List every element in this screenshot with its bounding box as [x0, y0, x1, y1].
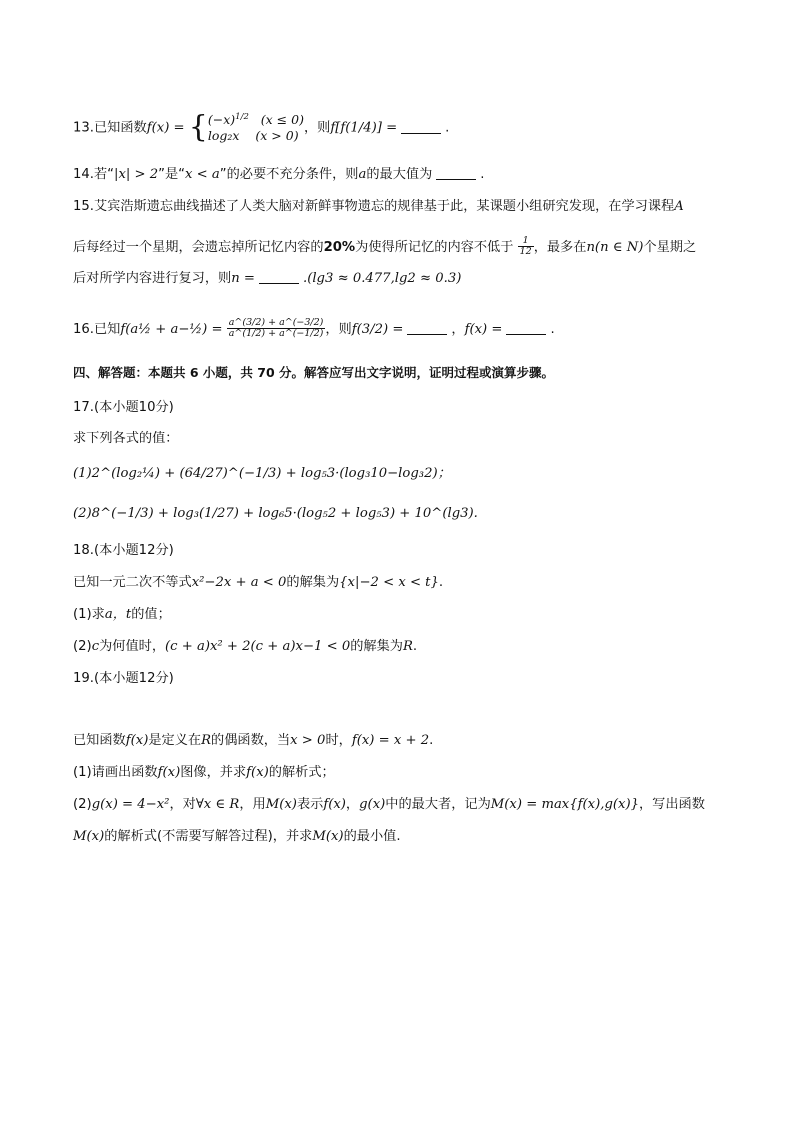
- q19-title: 19.(本小题12分): [73, 671, 174, 686]
- q13-piece1: $(-x)^{1/2}$ (x ≤ 0): [207, 112, 304, 128]
- q16-answer-blank-1[interactable]: [407, 333, 447, 335]
- q13-piece2: log₂x (x > 0): [207, 127, 299, 143]
- q13-func: f(x) =: [146, 120, 185, 136]
- question-13: 13.已知函数$f(x) = \{(-x)^{1/2}$ (x ≤ 0) log₂x (x > 0) ，则f[f(1/4)] = .: [73, 109, 450, 145]
- question-15-line-2: 后每经过一个星期，会遗忘掉所记忆内容的20%为使得所记忆的内容不低于 $\frac{1}{12}$ ，最多在n(n ∈ N)个星期之: [73, 235, 697, 258]
- q13-mid: ，则: [303, 120, 331, 136]
- q13-piecewise: [208, 112, 304, 143]
- question-16: 16.已知f(a½ + a−½) = $\frac{a\^{}(3/2) + a\^{}(-3/2)}{a\^{}(1/2) + a\^{}(-1/2)}$ ，则f(3/2) = ，f(x) = .: [73, 317, 555, 340]
- q13-ask: f[f(1/4)] =: [330, 120, 398, 136]
- q13-prefix: 13.已知函数: [73, 120, 147, 136]
- q15-answer-blank[interactable]: [259, 282, 299, 284]
- q19-part-2-cont: M(x)的解析式(不需要写解答过程)，并求M(x)的最小值.: [73, 829, 401, 844]
- question-15-line-1: 15.艾宾浩斯遗忘曲线描述了人类大脑对新鲜事物遗忘的规律基于此，某课题小组研究发现，在学习课程A: [73, 199, 684, 214]
- q18-part-2: (2)c为何值时，(c + a)x² + 2(c + a)x−1 < 0的解集为R.: [73, 639, 418, 654]
- q15-fraction: $\frac{1}{12}$: [519, 235, 532, 258]
- q16-fraction: $\frac{a\^{}(3/2) + a\^{}(-3/2)}{a\^{}(1/2) + a\^{}(-1/2)}$: [228, 317, 324, 340]
- question-15-line-3: 后对所学内容进行复习，则n = .(lg3 ≈ 0.477,lg2 ≈ 0.3): [73, 271, 462, 286]
- q14-answer-blank[interactable]: [436, 178, 476, 180]
- q18-intro: 已知一元二次不等式x²−2x + a < 0的解集为{x|−2 < x < t}.: [73, 575, 444, 590]
- q18-part-1: (1)求a，t的值；: [73, 607, 171, 622]
- q18-title: 18.(本小题12分): [73, 543, 174, 558]
- q17-title: 17.(本小题10分): [73, 400, 174, 415]
- question-14: 14.若“|x| > 2”是“x < a”的必要不充分条件，则a的最大值为 .: [73, 167, 485, 182]
- q16-answer-blank-2[interactable]: [506, 333, 546, 335]
- q19-part-1: (1)请画出函数f(x)图像，并求f(x)的解析式；: [73, 765, 335, 780]
- section-heading: 四、解答题：本题共 6 小题，共 70 分。解答应写出文字说明，证明过程或演算步骤。: [73, 365, 555, 380]
- q17-intro: 求下列各式的值：: [73, 431, 179, 446]
- q13-answer-blank[interactable]: [401, 132, 441, 134]
- q13-brace: {: [188, 109, 208, 145]
- q19-part-2: (2)g(x) = 4−x²，对∀x ∈ R，用M(x)表示f(x)，g(x)中的最大者，记为M(x) = max{f(x),g(x)}，写出函数: [73, 797, 705, 812]
- q17-part-2: (2)8^(−1/3) + log₃(1/27) + log₆5·(log₅2 + log₅3) + 10^(lg3).: [73, 506, 478, 521]
- q17-part-1: (1)2^(log₂¼) + (64/27)^(−1/3) + log₅3·(log₃10−log₃2)；: [73, 466, 451, 481]
- q19-intro: 已知函数f(x)是定义在R的偶函数，当x > 0时，f(x) = x + 2.: [73, 733, 434, 748]
